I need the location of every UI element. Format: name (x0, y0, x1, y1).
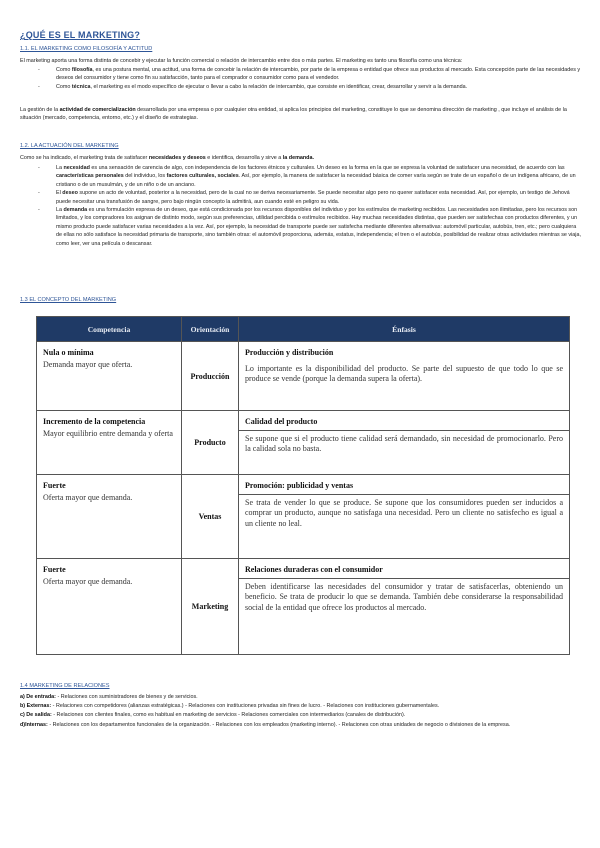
page-title: ¿QUÉ ES EL MARKETING? (20, 30, 141, 40)
section-1-4-heading: 1.4 MARKETING DE RELACIONES (20, 683, 110, 689)
list-item: c) De salida: - Relaciones con clientes finales, como es habitual en marketing de servicios - Relaciones comerciales con intermediarios (canales de distribución). (20, 712, 406, 719)
column-header: Énfasis (239, 317, 570, 342)
list-item: - El deseo supone un acto de voluntad, posterior a la necesidad, pero de la cual no se deriva necesariamente. Se puede necesitar algo pero no querer satisfacer esta necesidad. Así, por ejemplo, un testigo de Jehová puede necesitar una transfusión de sangre, pero bajo ningún concepto la admitirá, aun cuando esté en peligro su vida. (20, 189, 582, 206)
table-row (37, 559, 570, 655)
table-row (37, 342, 570, 411)
table-row (37, 475, 570, 559)
list-item: - La necesidad es una sensación de carencia de algo, con independencia de los factores étnicos y culturales. Un deseo es la forma en la que se expresa la voluntad de satisfacer una necesidad, de acuerdo con las características personales del individuo, los factores culturales, sociales. Así, por ejemplo, la manera de satisfacer la necesidad básica de comer varía según se trate de un español o de un indígena africano, de un cristiano o de un musulmán, y de un niño o de un anciano. (20, 164, 582, 189)
emphasis-cell: Producción y distribución Lo importante es la disponibilidad del producto. Se parte del supuesto de que todo lo que se produce se vende (porque la demanda supera la oferta). (239, 342, 570, 411)
list-item: d)Internas: - Relaciones con los departamentos funcionales de la organización. - Relaciones con los empleados (marketing interno). - Relaciones con otras unidades de negocio o divisiones de la empresa. (20, 721, 511, 728)
section-1-3-heading: 1.3 EL CONCEPTO DEL MARKETING (20, 297, 117, 303)
competition-cell: Fuerte Oferta mayor que demanda. (37, 559, 182, 655)
orientation-cell: Producción (182, 342, 239, 411)
competition-cell: Incremento de la competencia Mayor equilibrio entre demanda y oferta (37, 411, 182, 475)
competition-cell: Fuerte Oferta mayor que demanda. (37, 475, 182, 559)
list-item: a) De entrada: - Relaciones con suministradores de bienes y de servicios. (20, 694, 198, 700)
section-1-2-heading: 1.2. LA ACTUACIÓN DEL MARKETING (20, 143, 119, 149)
emphasis-cell: Relaciones duraderas con el consumidor Deben identificarse las necesidades del consumidor y tratar de satisfacerlas, obteniendo un beneficio. Se trata de producir lo que se demanda. También debe considerarse la responsabilidad social de la entidad que ofrece los productos al mercado. (239, 559, 570, 655)
section-1-2-intro: Como se ha indicado, el marketing trata de satisfacer necesidades y deseos e identifica, desarrolla y sirve a la demanda. (20, 155, 314, 161)
section-1-1-intro: El marketing aporta una forma distinta de concebir y ejecutar la función comercial o relación de intercambio entre dos o más partes. El marketing es tanto una filosofía como una técnica: (20, 58, 463, 64)
table-row (37, 411, 570, 475)
relationship-list (20, 693, 585, 730)
column-header: Competencia (37, 317, 182, 342)
orientation-cell: Marketing (182, 559, 239, 655)
column-header: Orientación (182, 317, 239, 342)
list-item: - Como filosofía, es una postura mental, una actitud, una forma de concebir la relación de intercambio, por parte de la empresa o entidad que ofrece sus productos al mercado. Esta concepción parte de las necesidades y deseos del consumidor y tiene como fin su satisfacción, tanto para el comprador o consumidor como para el vendedor. (20, 66, 582, 83)
competition-cell: Nula o mínima Demanda mayor que oferta. (37, 342, 182, 411)
list-item: - Como técnica, el marketing es el modo específico de ejecutar o llevar a cabo la relación de intercambio, que consiste en identificar, crear, desarrollar y servir a la demanda. (20, 83, 582, 91)
table-header-row (37, 317, 570, 342)
orientation-cell: Ventas (182, 475, 239, 559)
section-1-2-list (20, 164, 582, 248)
section-1-1-list (20, 66, 582, 91)
list-item: - La demanda es una formulación expresa de un deseo, que está condicionada por los recursos disponibles del individuo y por los estímulos de marketing recibidos. Las necesidades son ilimitadas, pero los recursos son limitados, y los compradores los asignan de distinto modo, según sus preferencias, utilidad percibida o estímulos recibidos. Hay muchas necesidades distintas, que pueden ser satisfechas con productos diferentes, y un mismo producto puede satisfacer varias necesidades a la vez. Así, por ejemplo, la necesidad de transporte puede ser satisfecha mediante diferentes alternativas: automóvil particular, autobús, tren, etc.; pero cualquiera de ellas no sólo satisface la necesidad primaria de transporte, sino también otras: el automóvil proporciona, además, estatus, independencia; el tren o el autobús, posibilidad de realizar otras actividades mientras se viaja, como leer, ver una película o descansar. (20, 206, 582, 248)
marketing-concept-table (36, 316, 570, 655)
emphasis-cell: Calidad del producto Se supone que si el producto tiene calidad será demandado, sin necesidad de promocionarlo. Pero la calidad sola no basta. (239, 411, 570, 475)
list-item: b) Externas: - Relaciones con competidores (alianzas estratégicas.) - Relaciones con instituciones privadas sin fines de lucro. - Relaciones con instituciones gubernamentales. (20, 703, 440, 710)
emphasis-cell: Promoción: publicidad y ventas Se trata de vender lo que se produce. Se supone que los consumidores pueden ser inducidos a comprar un producto, aunque no satisfaga una necesidad. Pero un cliente no satisfecho es igual a un cliente no leal. (239, 475, 570, 559)
orientation-cell: Producto (182, 411, 239, 475)
section-1-1-paragraph: La gestión de la actividad de comercialización desarrollada por una empresa o por cualquier otra entidad, si aplica los principios del marketing, constituye lo que se denomina dirección de marketing , que incluye el análisis de la situación (mercado, competencia, entorno, etc.) y el diseño de estrategias. (20, 107, 567, 122)
section-1-1-heading: 1.1. EL MARKETING COMO FILOSOFÍA Y ACTITUD (20, 46, 153, 52)
